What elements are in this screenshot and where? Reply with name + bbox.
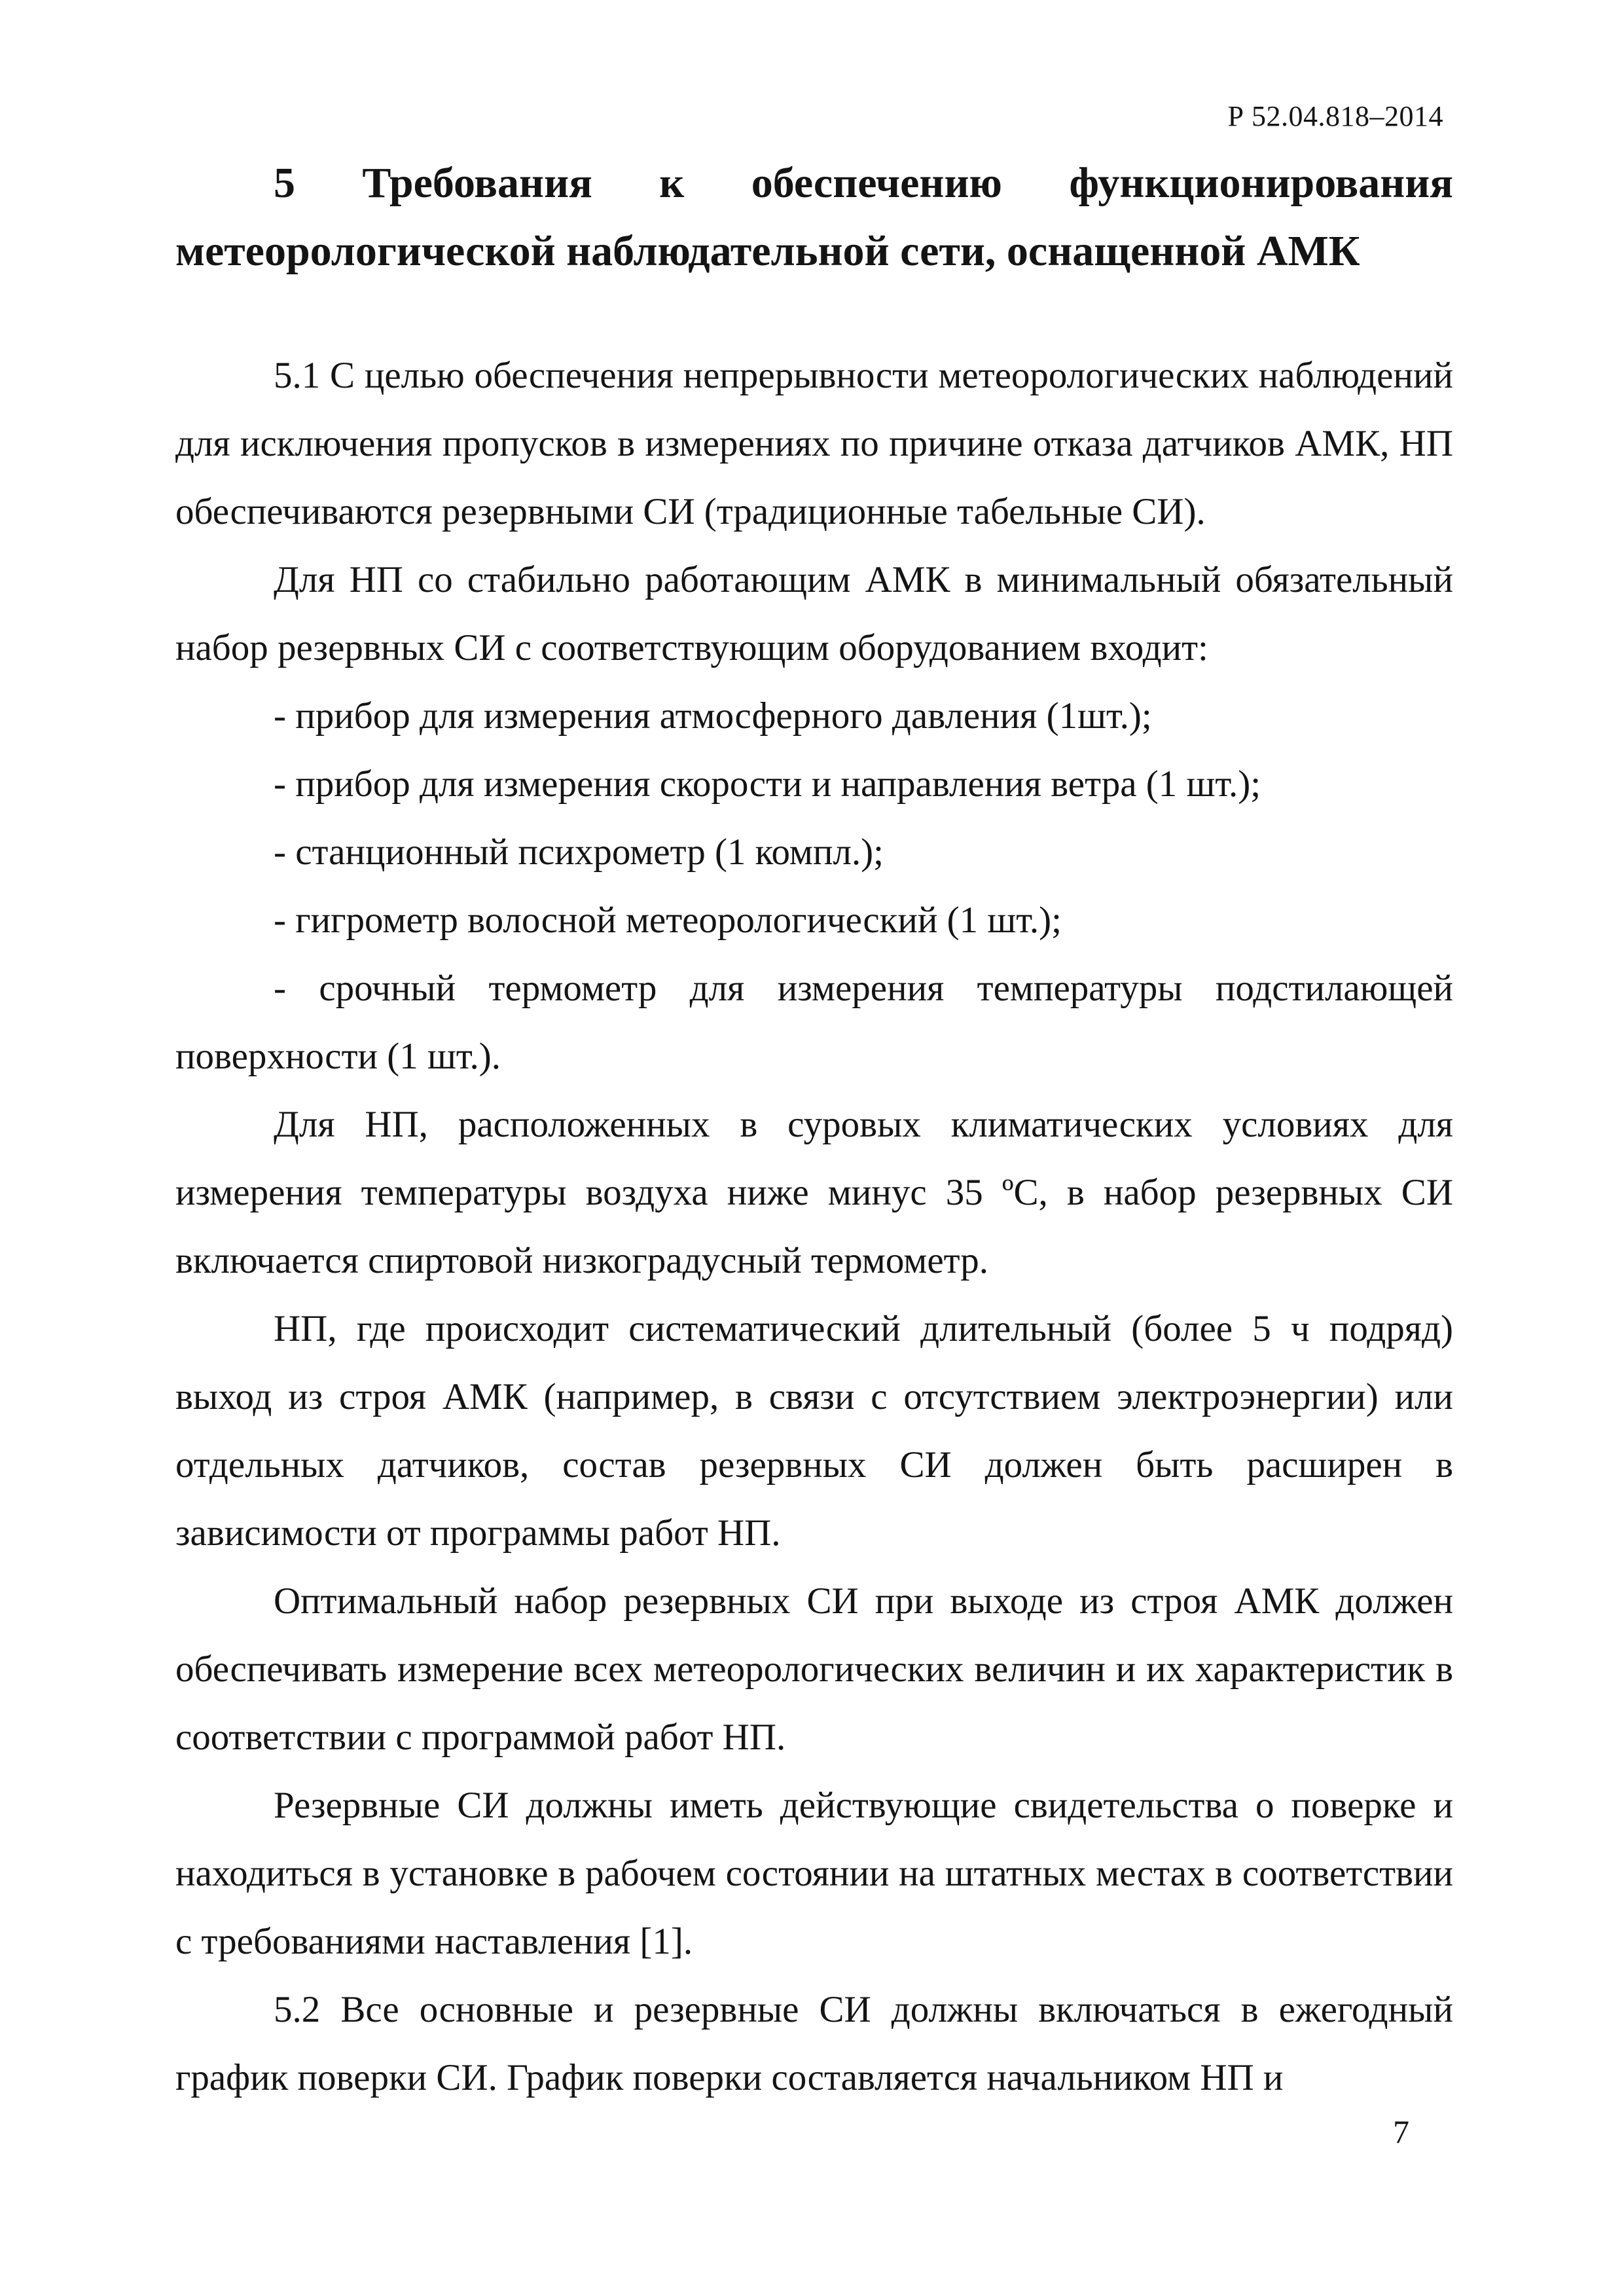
list-item: - срочный термометр для измерения температуры подстилающей поверхности (1 шт.). xyxy=(175,968,1453,1077)
document-code: Р 52.04.818–2014 xyxy=(1227,100,1443,132)
paragraph-verification: Резервные СИ должны иметь действующие свидетельства о поверке и находиться в установке в рабочем состоянии на штатных местах в соответствии с требованиями наставления [1]. xyxy=(175,1785,1453,1962)
paragraph-5-2: 5.2 Все основные и резервные СИ должны включаться в ежегодный график поверки СИ. График поверки составляется начальником НП и xyxy=(175,1989,1453,2098)
section-number: 5 xyxy=(274,159,295,207)
section-heading-line-1 xyxy=(175,149,1453,217)
heading-word: функционирования xyxy=(1069,159,1453,207)
paragraph-failure: НП, где происходит систематический длительный (более 5 ч подряд) выход из строя АМК (например, в связи с отсутствием электроэнергии) или отдельных датчиков, состав резервных СИ должен быть расширен в зависимости от программы работ НП. xyxy=(175,1308,1453,1554)
paragraph-optimal-set: Оптимальный набор резервных СИ при выходе из строя АМК должен обеспечивать измерение всех метеорологических величин и их характеристик в соответствии с программой работ НП. xyxy=(175,1580,1453,1758)
section-heading-line-2: метеорологической наблюдательной сети, оснащенной АМК xyxy=(175,227,1360,275)
heading-word: обеспечению xyxy=(751,159,1002,207)
paragraph-reserve-set: Для НП со стабильно работающим АМК в минимальный обязательный набор резервных СИ с соответствующим оборудованием входит: xyxy=(175,559,1453,668)
page-number: 7 xyxy=(1393,2113,1409,2150)
list-item: - прибор для измерения скорости и направления ветра (1 шт.); xyxy=(274,763,1261,805)
heading-word: Требования xyxy=(362,159,592,207)
paragraph-5-1: 5.1 С целью обеспечения непрерывности метеорологических наблюдений для исключения пропусков в измерениях по причине отказа датчиков АМК, НП обеспечиваются резервными СИ (традиционные табельные СИ). xyxy=(175,355,1453,532)
list-item: - прибор для измерения атмосферного давления (1шт.); xyxy=(274,695,1152,737)
list-item: - гигрометр волосной метеорологический (1 шт.); xyxy=(274,900,1062,941)
heading-word: к xyxy=(659,159,685,207)
list-item: - станционный психрометр (1 компл.); xyxy=(274,831,884,873)
paragraph-harsh-climate: Для НП, расположенных в суровых климатических условиях для измерения температуры воздуха ниже минус 35 ºС, в набор резервных СИ включается спиртовой низкоградусный термометр. xyxy=(175,1104,1453,1281)
page-content xyxy=(175,149,1453,2112)
section-heading xyxy=(175,149,1453,285)
